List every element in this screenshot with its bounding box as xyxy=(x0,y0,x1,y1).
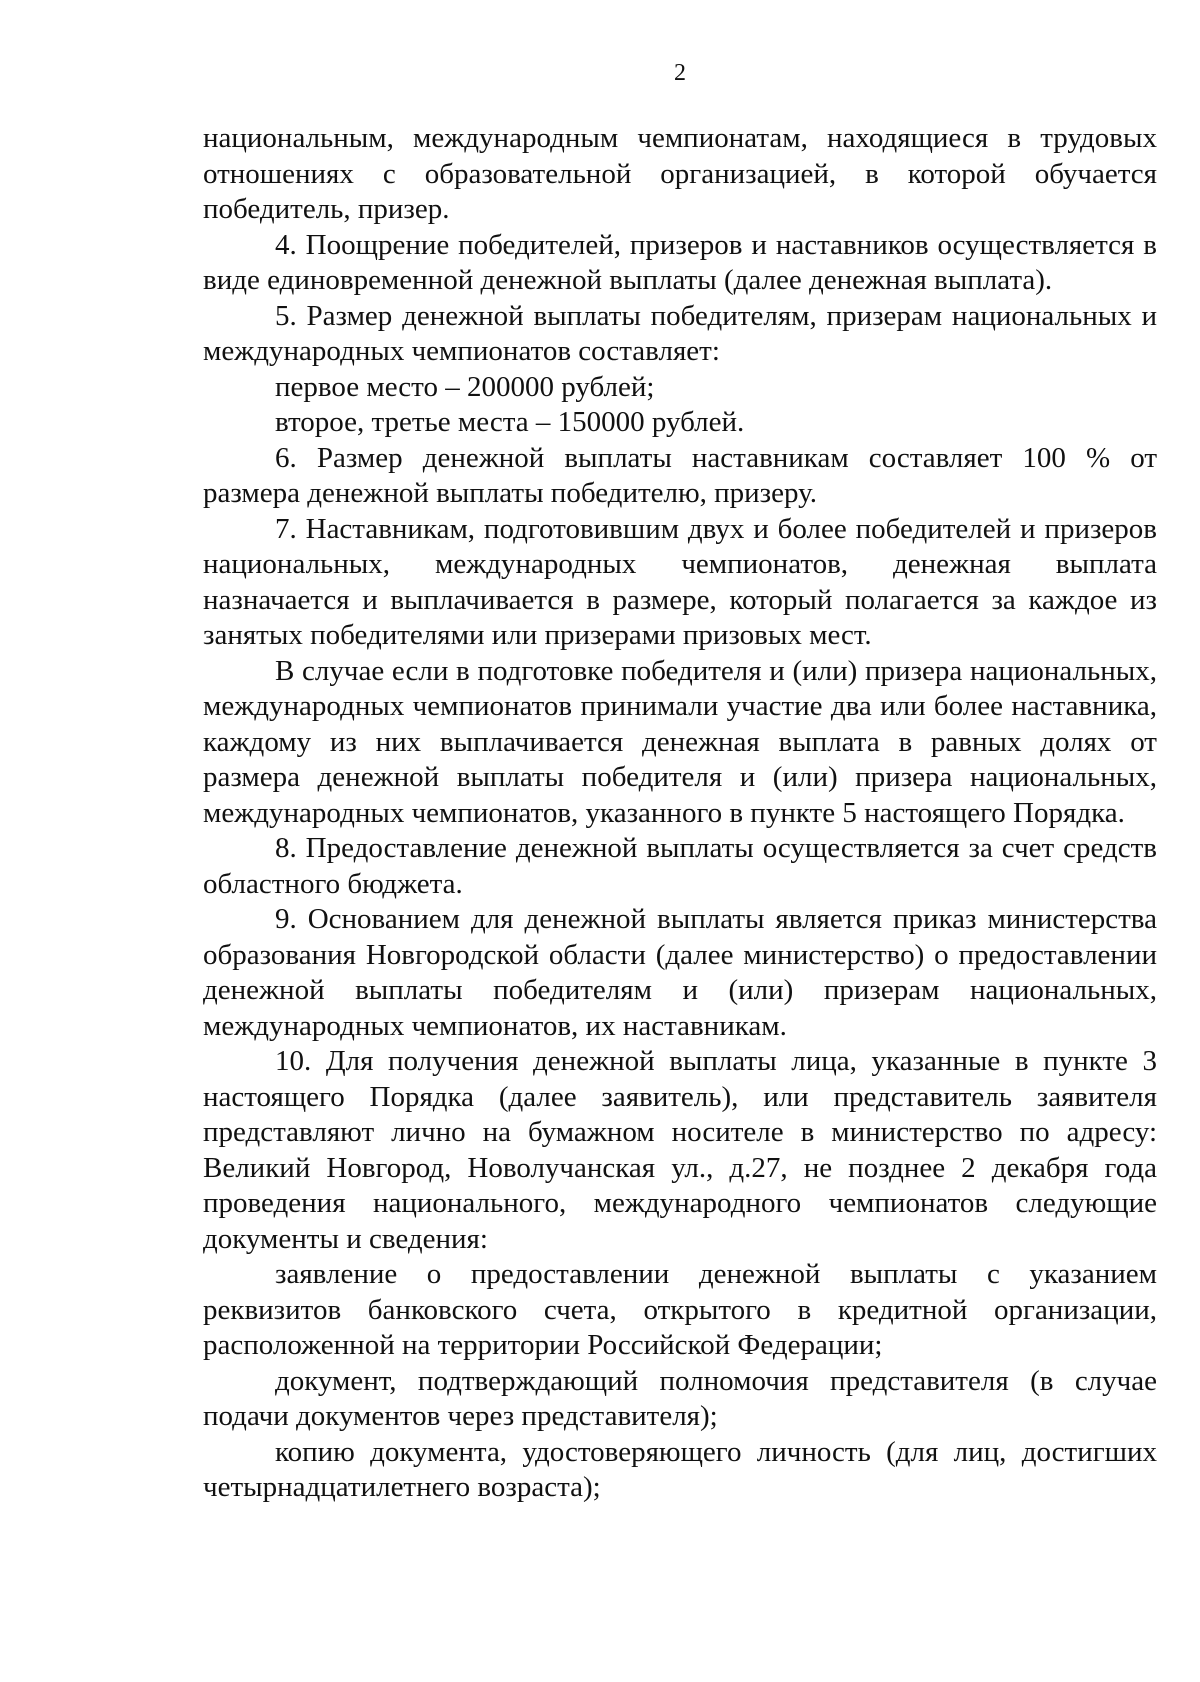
paragraph-item-7: 7. Наставникам, подготовившим двух и более победителей и призеров национальных, международных чемпионатов, денежная выплата назначается и выплачивается в размере, который полагается за каждое из занятых победителями или призерами призовых мест. xyxy=(203,512,1157,651)
paragraph-item-5: 5. Размер денежной выплаты победителям, призерам национальных и международных чемпионатов составляет: xyxy=(203,299,1157,367)
list-item-second-third-place: второе, третье места – 150000 рублей. xyxy=(275,406,745,438)
paragraph-item-6: 6. Размер денежной выплаты наставникам составляет 100 % от размера денежной выплаты победителю, призеру. xyxy=(203,441,1157,509)
paragraph-item-7-continued: В случае если в подготовке победителя и (или) призера национальных, международных чемпионатов принимали участие два или более наставника, каждому из них выплачивается денежная выплата в равных долях от размера денежной выплаты победителя и (или) призера национальных, международных чемпионатов, указанного в пункте 5 настоящего Порядка. xyxy=(203,654,1157,829)
list-item-first-place: первое место – 200000 рублей; xyxy=(275,370,655,403)
paragraph-item-10: 10. Для получения денежной выплаты лица, указанные в пункте 3 настоящего Порядка (далее заявитель), или представитель заявителя представляют лично на бумажном носителе в министерство по адресу: Великий Новгород, Новолучанская ул., д.27, не позднее 2 декабря года проведения национального, международного чемпионатов следующие документы и сведения: xyxy=(203,1045,1157,1255)
list-item-authority-document: документ, подтверждающий полномочия представителя (в случае подачи документов через представителя); xyxy=(203,1364,1157,1432)
page-number: 2 xyxy=(674,60,686,86)
paragraph-item-4: 4. Поощрение победителей, призеров и наставников осуществляется в виде единовременной денежной выплаты (далее денежная выплата). xyxy=(203,228,1157,296)
list-item-application: заявление о предоставлении денежной выплаты с указанием реквизитов банковского счета, открытого в кредитной организации, расположенной на территории Российской Федерации; xyxy=(203,1258,1157,1361)
list-item-identity-copy: копию документа, удостоверяющего личность (для лиц, достигших четырнадцатилетнего возраста); xyxy=(203,1435,1157,1503)
paragraph-item-8: 8. Предоставление денежной выплаты осуществляется за счет средств областного бюджета. xyxy=(203,832,1157,900)
paragraph-item-9: 9. Основанием для денежной выплаты является приказ министерства образования Новгородской области (далее министерство) о предоставлении денежной выплаты победителям и (или) призерам национальных, международных чемпионатов, их наставникам. xyxy=(203,903,1157,1042)
document-body xyxy=(203,121,1157,1506)
paragraph-continuation: национальным, международным чемпионатам, находящиеся в трудовых отношениях с образовательной организацией, в которой обучается победитель, призер. xyxy=(203,122,1157,225)
